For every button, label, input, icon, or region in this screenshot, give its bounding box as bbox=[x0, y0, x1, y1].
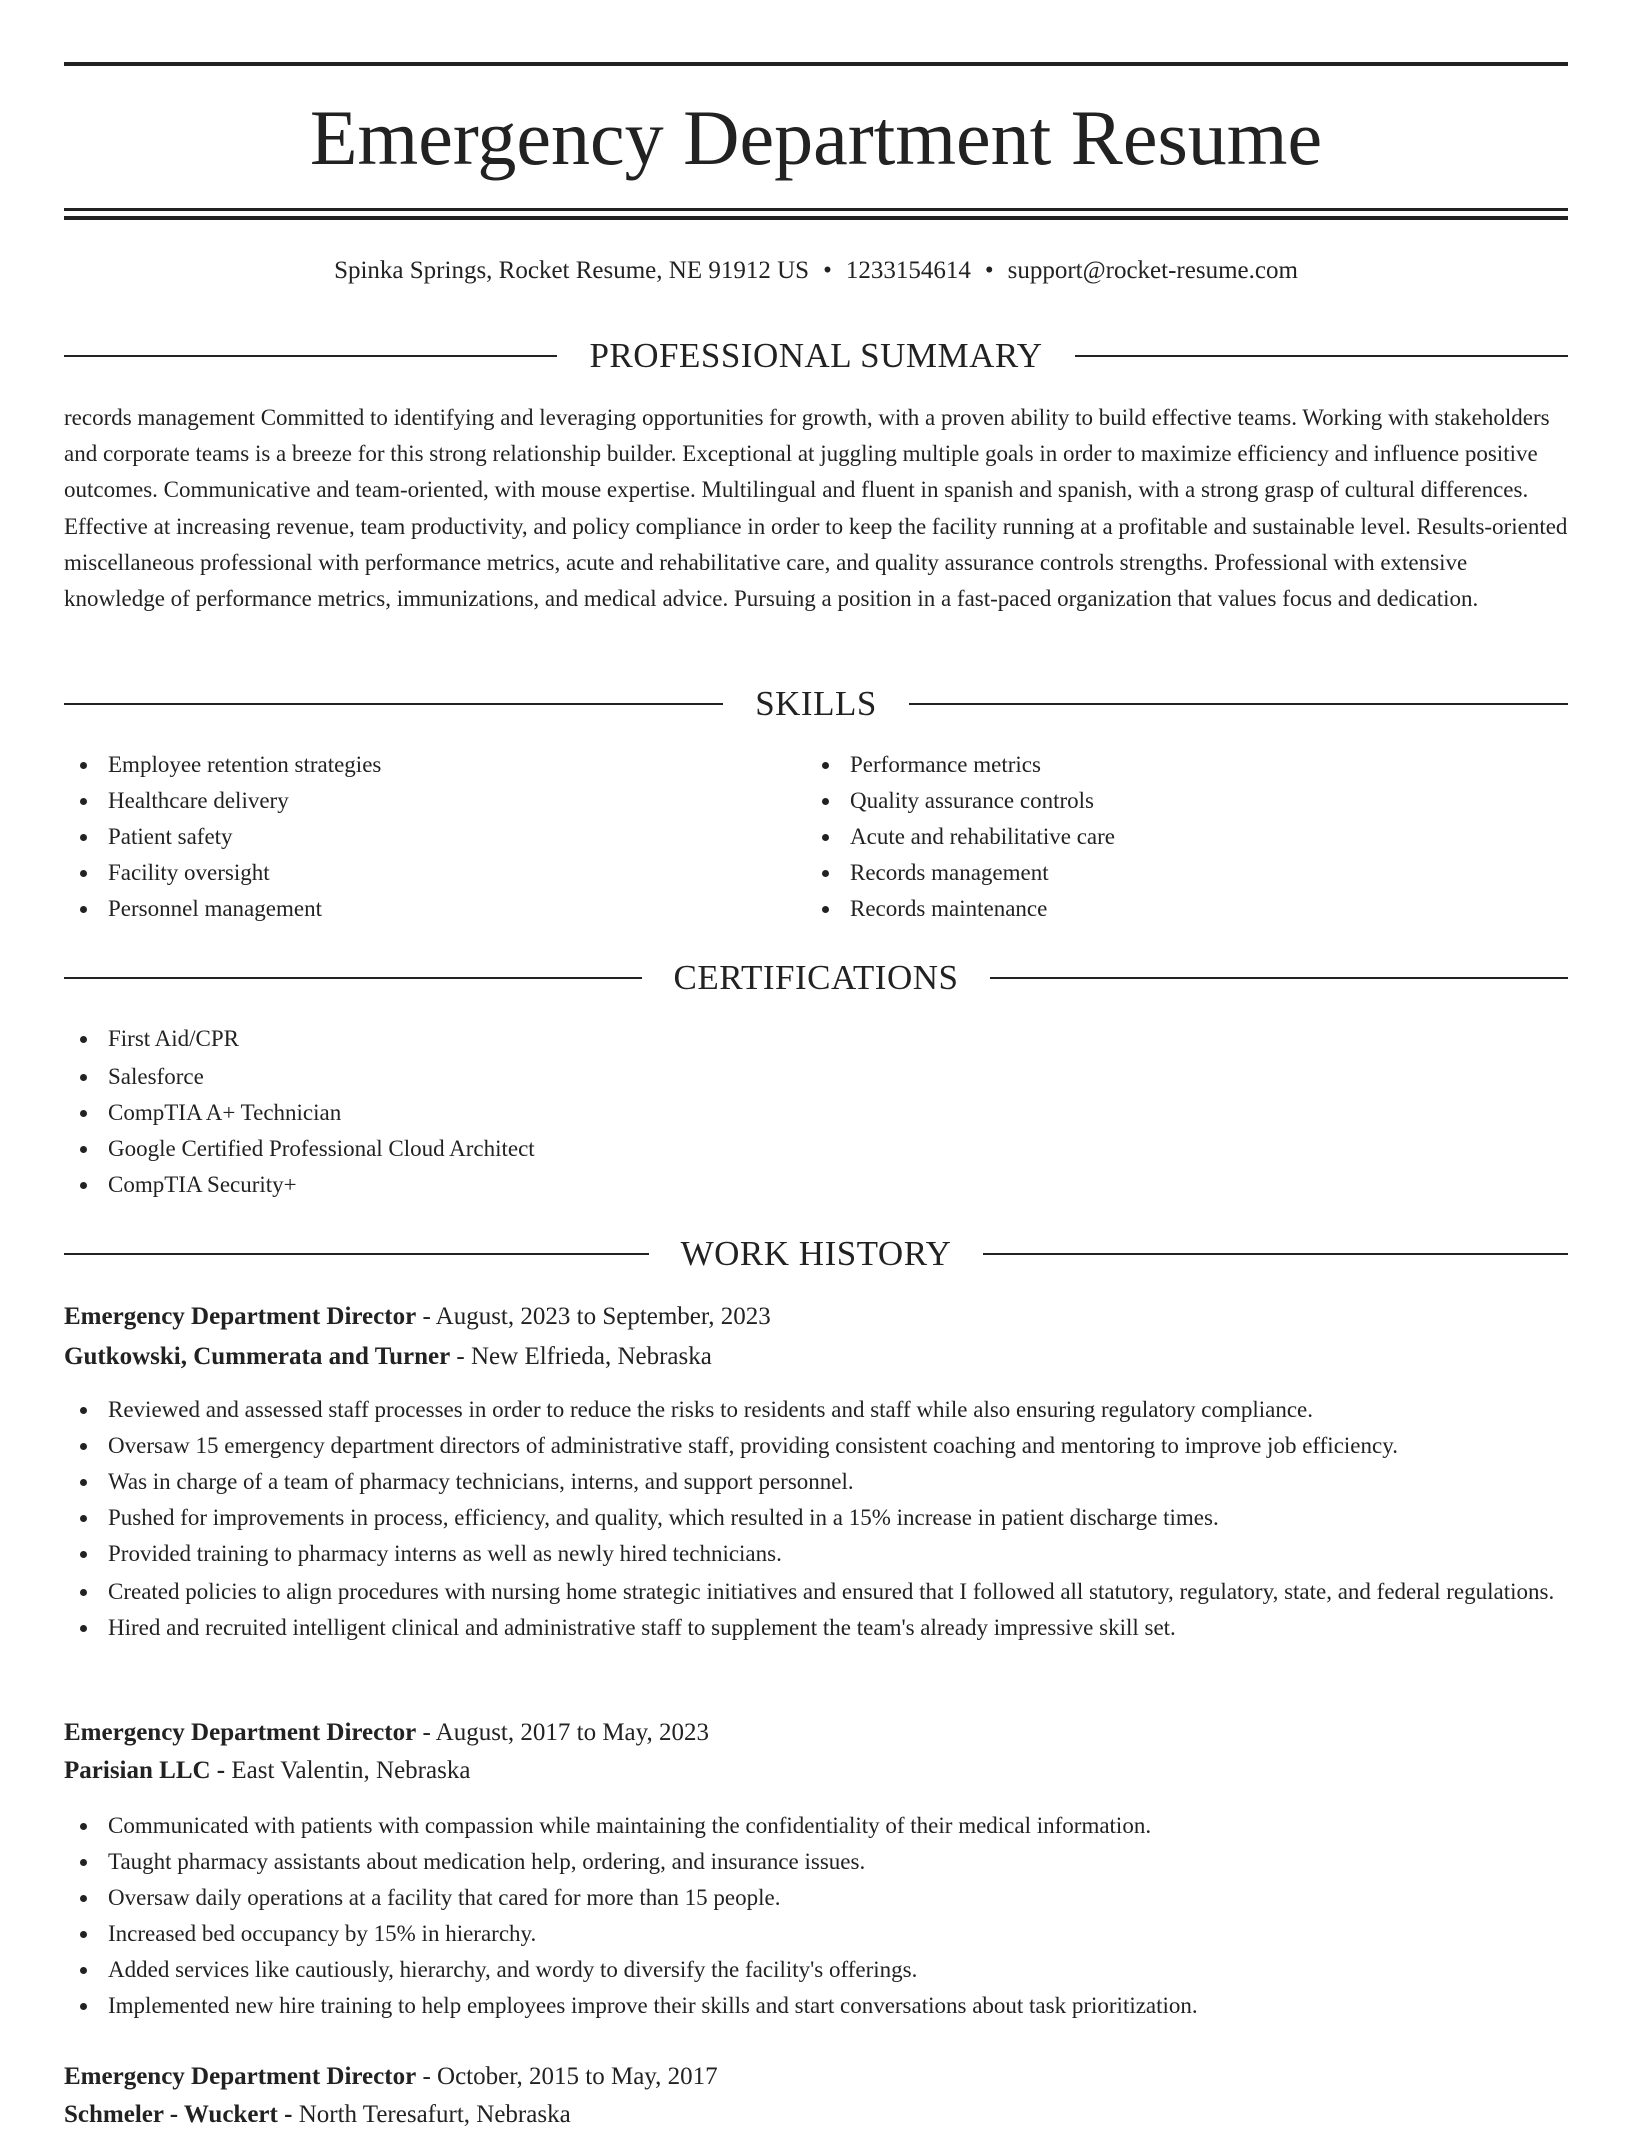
job-bullet: Implemented new hire training to help employees improve their skills and start conversations about task prioritization. bbox=[64, 1988, 1568, 2024]
job-bullets bbox=[64, 1392, 1568, 1646]
summary-heading bbox=[64, 334, 1568, 378]
contact-address: Spinka Springs, Rocket Resume, NE 91912 US bbox=[334, 257, 810, 284]
certifications-list bbox=[64, 1021, 1568, 1203]
skill-item: Employee retention strategies bbox=[64, 747, 804, 783]
job-title-line: Emergency Department Director - August, 2023 to September, 2023 bbox=[64, 1303, 771, 1330]
job-location: East Valentin, Nebraska bbox=[231, 1757, 471, 1784]
contact-phone: 1233154614 bbox=[845, 257, 971, 284]
skills-heading-label: SKILLS bbox=[755, 684, 877, 723]
job-company-line: Parisian LLC - East Valentin, Nebraska bbox=[64, 1757, 471, 1784]
job-location: New Elfrieda, Nebraska bbox=[471, 1343, 712, 1370]
certification-item: First Aid/CPR bbox=[64, 1021, 1568, 1057]
heading-rule bbox=[64, 355, 557, 357]
skill-item: Acute and rehabilitative care bbox=[806, 819, 1546, 855]
job-company: Schmeler - Wuckert bbox=[64, 2101, 278, 2128]
heading-rule bbox=[64, 977, 642, 979]
heading-rule bbox=[909, 703, 1568, 705]
skill-item: Facility oversight bbox=[64, 855, 804, 891]
skill-item: Patient safety bbox=[64, 819, 804, 855]
job-bullet: Increased bed occupancy by 15% in hierarchy. bbox=[64, 1916, 1568, 1952]
heading-rule bbox=[990, 977, 1568, 979]
heading-rule bbox=[64, 1253, 649, 1255]
skill-item: Records maintenance bbox=[806, 891, 1546, 927]
page-title: Emergency Department Resume bbox=[309, 94, 1323, 181]
job-title-line: Emergency Department Director - August, 2017 to May, 2023 bbox=[64, 1719, 710, 1746]
skill-item: Personnel management bbox=[64, 891, 804, 927]
top-rule bbox=[64, 62, 1568, 66]
certification-item: CompTIA A+ Technician bbox=[64, 1095, 1568, 1131]
job-dates: August, 2017 to May, 2023 bbox=[435, 1719, 710, 1746]
contact-email: support@rocket-resume.com bbox=[1007, 257, 1298, 284]
heading-rule bbox=[983, 1253, 1568, 1255]
skills-list-left bbox=[64, 747, 804, 927]
job-bullet: Communicated with patients with compassion while maintaining the confidentiality of their medical information. bbox=[64, 1808, 1568, 1844]
work-history-heading-label: WORK HISTORY bbox=[680, 1234, 952, 1273]
job-title: Emergency Department Director bbox=[64, 2063, 417, 2090]
job-location: North Teresafurt, Nebraska bbox=[298, 2101, 571, 2128]
job-bullet: Reviewed and assessed staff processes in order to reduce the risks to residents and staff while also ensuring regulatory compliance. bbox=[64, 1392, 1568, 1428]
contact-separator: • bbox=[823, 257, 832, 284]
skill-item: Performance metrics bbox=[806, 747, 1546, 783]
job-dates: August, 2023 to September, 2023 bbox=[435, 1303, 771, 1330]
job-company: Parisian LLC bbox=[64, 1757, 211, 1784]
heading-rule bbox=[64, 703, 723, 705]
job-bullet: Taught pharmacy assistants about medication help, ordering, and insurance issues. bbox=[64, 1844, 1568, 1880]
title-rule-upper bbox=[64, 208, 1568, 211]
work-history-heading bbox=[64, 1232, 1568, 1276]
job-bullet: Was in charge of a team of pharmacy technicians, interns, and support personnel. bbox=[64, 1464, 1568, 1500]
contact-separator: • bbox=[984, 257, 994, 284]
job-company-line: Gutkowski, Cummerata and Turner - New Elfrieda, Nebraska bbox=[64, 1343, 712, 1370]
heading-rule bbox=[1075, 355, 1568, 357]
skill-item: Quality assurance controls bbox=[806, 783, 1546, 819]
certification-item: Google Certified Professional Cloud Architect bbox=[64, 1131, 1568, 1167]
certifications-heading bbox=[64, 956, 1568, 1000]
job-title-line: Emergency Department Director - October, 2015 to May, 2017 bbox=[64, 2063, 718, 2090]
title-rule-lower bbox=[64, 216, 1568, 220]
job-bullet: Oversaw daily operations at a facility that cared for more than 15 people. bbox=[64, 1880, 1568, 1916]
certifications-heading-label: CERTIFICATIONS bbox=[673, 958, 959, 997]
certification-item: Salesforce bbox=[64, 1059, 1568, 1095]
job-company: Gutkowski, Cummerata and Turner bbox=[64, 1343, 451, 1370]
contact-line bbox=[64, 254, 1568, 288]
certification-item: CompTIA Security+ bbox=[64, 1167, 1568, 1203]
skill-item: Healthcare delivery bbox=[64, 783, 804, 819]
summary-text: records management Committed to identifying and leveraging opportunities for growth, with a proven ability to build effective teams. Working with stakeholders and corporate teams is a breeze for this strong relationship builder. Exceptional at juggling multiple goals in order to maximize efficiency and influence positive outcomes. Communicative and team-oriented, with mouse expertise. Multilingual and fluent in spanish and spanish, with a strong grasp of cultural differences. Effective at increasing revenue, team productivity, and policy compliance in order to keep the facility running at a profitable and sustainable level. Results-oriented miscellaneous professional with performance metrics, acute and rehabilitative care, and quality assurance controls strengths. Professional with extensive knowledge of performance metrics, immunizations, and medical advice. Pursuing a position in a fast-paced organization that values focus and dedication. bbox=[64, 405, 1568, 612]
job-bullet: Provided training to pharmacy interns as well as newly hired technicians. bbox=[64, 1536, 1568, 1572]
skills-heading bbox=[64, 682, 1568, 726]
summary-heading-label: PROFESSIONAL SUMMARY bbox=[589, 336, 1043, 375]
job-company-line: Schmeler - Wuckert - North Teresafurt, Nebraska bbox=[64, 2101, 571, 2128]
job-bullet: Oversaw 15 emergency department directors of administrative staff, providing consistent coaching and mentoring to improve job efficiency. bbox=[64, 1428, 1568, 1464]
job-dates: October, 2015 to May, 2017 bbox=[437, 2063, 718, 2090]
skills-list-right bbox=[806, 747, 1546, 927]
skill-item: Records management bbox=[806, 855, 1546, 891]
job-bullet: Added services like cautiously, hierarchy, and wordy to diversify the facility's offerings. bbox=[64, 1952, 1568, 1988]
job-bullets bbox=[64, 1808, 1568, 2024]
job-title: Emergency Department Director bbox=[64, 1719, 417, 1746]
job-title: Emergency Department Director bbox=[64, 1303, 417, 1330]
job-bullet: Hired and recruited intelligent clinical and administrative staff to supplement the team's already impressive skill set. bbox=[64, 1610, 1568, 1646]
job-bullet: Pushed for improvements in process, efficiency, and quality, which resulted in a 15% increase in patient discharge times. bbox=[64, 1500, 1568, 1536]
job-bullet: Created policies to align procedures with nursing home strategic initiatives and ensured that I followed all statutory, regulatory, state, and federal regulations. bbox=[64, 1574, 1568, 1610]
